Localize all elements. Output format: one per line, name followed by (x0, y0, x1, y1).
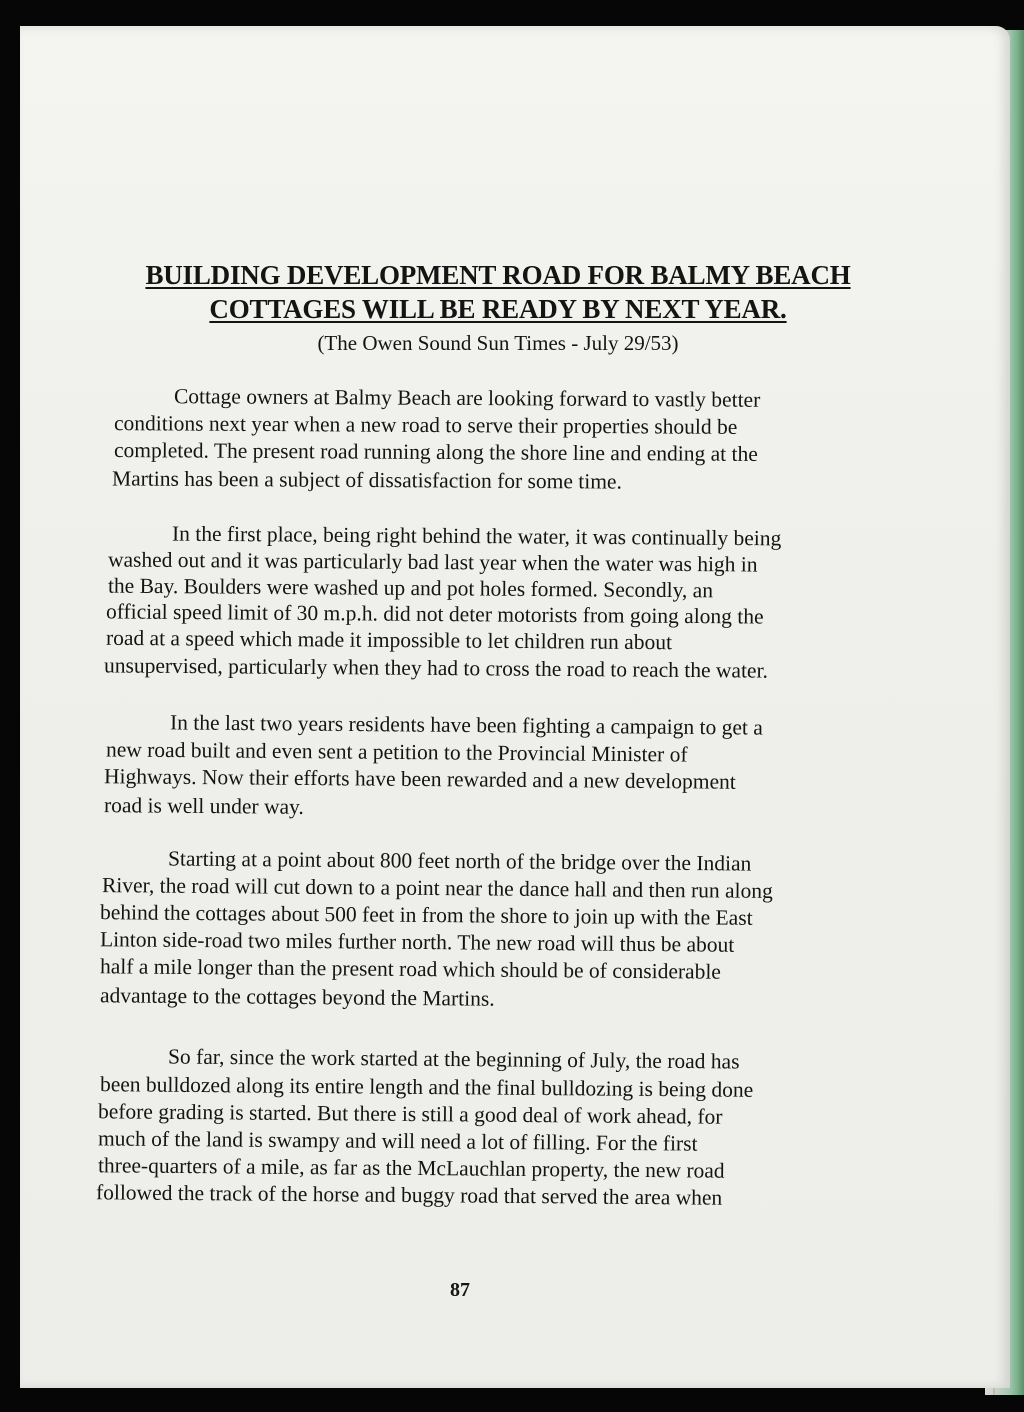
paragraph-line: half a mile longer than the present road which should be of considerable (99, 954, 722, 984)
paragraph-line: washed out and it was particularly bad last year when the water was high in (107, 547, 758, 577)
paragraph-line: new road built and even sent a petition to the Provincial Minister of (105, 737, 688, 767)
paragraph-line: advantage to the cottages beyond the Martins. (99, 983, 495, 1011)
paragraph-line: been bulldozed along its entire length and the final bulldozing is being done (99, 1072, 754, 1102)
headline-line-1: BUILDING DEVELOPMENT ROAD FOR BALMY BEACH (145, 260, 851, 290)
paragraph-line: Highways. Now their efforts have been rewarded and a new development (103, 764, 736, 794)
paragraph-line: Cottage owners at Balmy Beach are looking forward to vastly better (173, 384, 761, 412)
paragraph-line: official speed limit of 30 m.p.h. did not deter motorists from going along the (105, 599, 764, 629)
paragraph-line: three-quarters of a mile, as far as the McLauchlan property, the new road (97, 1153, 725, 1183)
paragraph-line: conditions next year when a new road to serve their properties should be (113, 411, 738, 439)
page (20, 26, 1010, 1388)
paragraph-line: completed. The present road running along the shore line and ending at the (113, 438, 758, 466)
paragraph-line: behind the cottages about 500 feet in from the shore to join up with the East (99, 900, 753, 930)
paragraph-line: unsupervised, particularly when they had to cross the road to reach the water. (103, 653, 768, 683)
paragraph-line: the Bay. Boulders were washed up and pot holes formed. Secondly, an (107, 573, 714, 603)
page-number: 87 (450, 1279, 470, 1301)
paragraph-line: followed the track of the horse and buggy road that served the area when (95, 1180, 723, 1210)
paragraph-line: In the first place, being right behind the water, it was continually being (171, 521, 782, 551)
paragraph-line: River, the road will cut down to a point near the dance hall and then run along (101, 873, 773, 903)
paragraph-line: before grading is started. But there is still a good deal of work ahead, for (97, 1099, 723, 1129)
article-source: (The Owen Sound Sun Times - July 29/53) (317, 331, 679, 355)
paragraph-line: So far, since the work started at the beginning of July, the road has (167, 1044, 740, 1074)
paragraph-line: much of the land is swampy and will need a lot of filling. For the first (97, 1126, 698, 1156)
paragraph-line: Martins has been a subject of dissatisfaction for some time. (111, 466, 622, 494)
article (20, 26, 1010, 1388)
paragraph-line: Linton side-road two miles further north. The new road will thus be about (99, 927, 735, 957)
paragraph-line: road is well under way. (103, 793, 304, 819)
paragraph-line: Starting at a point about 800 feet north of the bridge over the Indian (167, 846, 752, 876)
headline-line-2: COTTAGES WILL BE READY BY NEXT YEAR. (209, 294, 787, 324)
paragraph-line: In the last two years residents have been fighting a campaign to get a (169, 710, 763, 740)
paragraph-line: road at a speed which made it impossible to let children run about (105, 625, 673, 655)
